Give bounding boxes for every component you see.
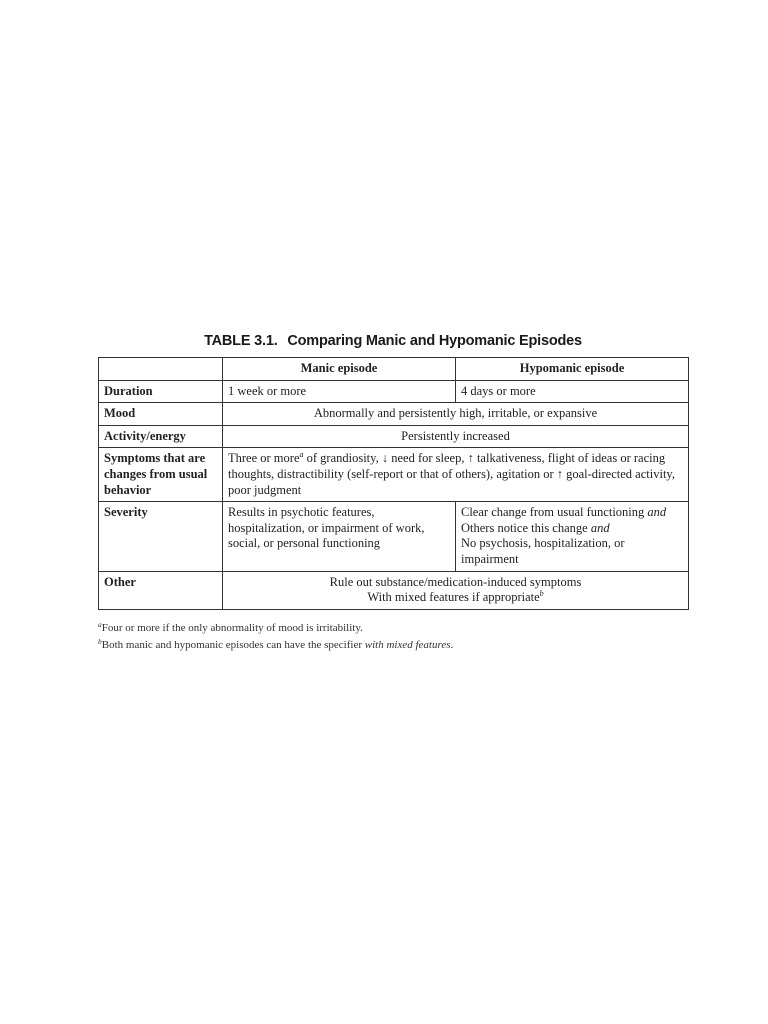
comparison-table <box>98 357 689 610</box>
and-conjunction: and <box>647 505 667 520</box>
table-header-row <box>99 358 689 381</box>
header-hypomanic-episode: Hypomanic episode <box>456 358 689 381</box>
footnote-b-end: . <box>450 638 454 651</box>
table-row-symptoms <box>99 448 689 502</box>
header-manic-episode: Manic episode <box>223 358 456 381</box>
row-label-symptoms: Symptoms that are changes from usual behavior <box>99 448 223 502</box>
symptoms-shared-cell <box>223 448 689 502</box>
row-label-duration: Duration <box>99 380 223 403</box>
footnote-b-text: Both manic and hypomanic episodes can have the specifier <box>101 638 365 651</box>
other-line-1: Rule out substance/medication-induced symptoms <box>329 574 582 589</box>
severity-clear-change-text: Clear change from usual functioning <box>461 505 645 520</box>
footnote-b-italic: with mixed features <box>364 638 451 651</box>
row-label-mood: Mood <box>99 403 223 426</box>
severity-others-notice-text: Others notice this change <box>461 520 588 535</box>
table-row-duration <box>99 380 689 403</box>
table-row-severity <box>99 502 689 571</box>
table-footnotes <box>98 620 688 653</box>
other-mixed-features-text: With mixed features if appropriate <box>367 590 540 605</box>
table-row-activity <box>99 425 689 448</box>
and-conjunction: and <box>590 520 610 535</box>
duration-hypomanic-cell: 4 days or more <box>456 380 689 403</box>
other-shared-cell <box>223 571 689 609</box>
activity-shared-cell: Persistently increased <box>223 425 689 448</box>
footnote-b <box>98 637 688 654</box>
footnote-mark-a: a <box>299 450 304 460</box>
severity-manic-cell: Results in psychotic features, hospitalization, or impairment of work, social, or personal functioning <box>223 502 456 571</box>
other-line-2 <box>228 590 683 606</box>
table-row-other <box>99 571 689 609</box>
footnote-a-mark: a <box>98 620 102 629</box>
table-row-mood <box>99 403 689 426</box>
footnote-b-mark: b <box>98 636 102 646</box>
footnote-mark-b: b <box>539 589 544 599</box>
duration-manic-cell: 1 week or more <box>223 380 456 403</box>
footnote-a <box>98 620 688 637</box>
severity-hypomanic-line-3: No psychosis, hospitalization, or impairment <box>461 536 625 566</box>
table-number: TABLE 3.1. <box>204 333 278 349</box>
mood-shared-cell: Abnormally and persistently high, irritable, or expansive <box>223 403 689 426</box>
symptoms-prefix: Three or more <box>228 451 300 466</box>
footnote-a-text: Four or more if the only abnormality of mood is irritability. <box>101 622 363 634</box>
table-title-text: Comparing Manic and Hypomanic Episodes <box>287 333 582 349</box>
severity-hypomanic-line-1 <box>461 505 683 521</box>
severity-hypomanic-cell <box>456 502 689 571</box>
row-label-activity-energy: Activity/energy <box>99 425 223 448</box>
header-blank-cell <box>99 358 223 381</box>
severity-hypomanic-line-2 <box>461 521 683 537</box>
symptoms-body: of grandiosity, ↓ need for sleep, ↑ talkativeness, flight of ideas or racing thoughts, distractibility (self-report or that of others), agitation or ↑ goal-directed activity, poor judgment <box>228 451 675 497</box>
row-label-severity: Severity <box>99 502 223 571</box>
table-title <box>98 333 688 349</box>
row-label-other: Other <box>99 571 223 609</box>
